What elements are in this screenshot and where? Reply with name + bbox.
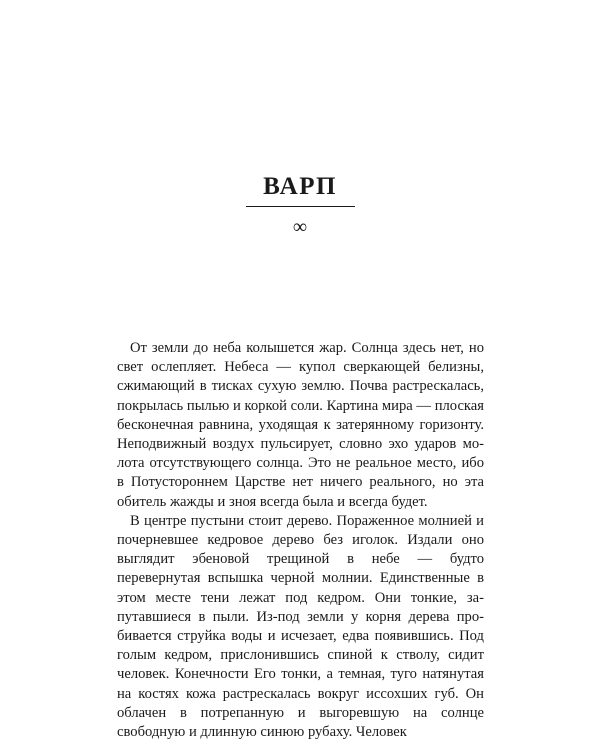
paragraph: В центре пустыни стоит дерево. Пораженное молнией и почерневшее кедровое дерево без иголок. Издали оно выглядит эбеновой трещиной в небе — будто перевернутая вспышка черной молнии. Единственные в этом месте тени лежат под кедром. Они тонкие, запутавшиеся в пыли. Из-под земли у корня дерева пробивается струйка воды и исчезает, едва появившись. Под голым кедром, прислонившись спиной к стволу, сидит человек. Конечности Его тонки, а темная, туго натянутая на костях кожа растрескалась вокруг иссохших губ. Он облачен в потрепанную и выгоревшую на солнце свободную и длинную синюю рубаху. Человек xyxy=(117,512,484,741)
chapter-text xyxy=(117,339,484,742)
paragraph: От земли до неба колышется жар. Солнца здесь нет, но свет ослепляет. Небеса — купол сверкающей белизны, сжимающий в тисках сухую землю. Почва растрескалась, покрылась пылью и коркой соли. Картина мира — плоская бесконечная равнина, уходящая к затерянному горизонту. Неподвижный воздух пульсирует, словно эхо ударов молота отсутствующего солнца. Это не реальное место, ибо в Потустороннем Царстве нет ничего реального, но эта обитель жажды и зноя всегда была и всегда будет. xyxy=(117,340,484,510)
chapter-title: ВАРП xyxy=(263,173,337,200)
infinity-ornament-icon: ∞ xyxy=(292,216,308,238)
title-underline xyxy=(246,206,355,207)
